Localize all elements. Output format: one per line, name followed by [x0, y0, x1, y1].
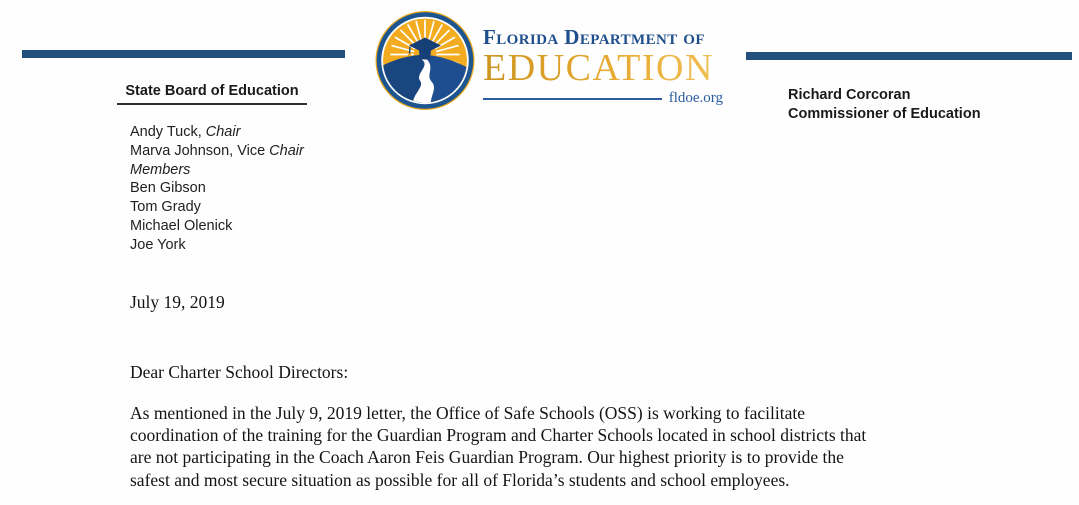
paragraph-line: As mentioned in the July 9, 2019 letter, the Office of Safe Schools (OSS) is working to facilitate [130, 403, 806, 423]
state-board-block [117, 83, 307, 105]
board-member-row [130, 123, 304, 142]
member-name: Joe York [130, 236, 186, 253]
member-role: Chair [269, 142, 304, 159]
logo-department-line: Florida Department of [483, 25, 705, 49]
logo-rule [483, 98, 662, 100]
member-role: Chair [205, 124, 241, 140]
logo-website-row [483, 90, 723, 107]
paragraph-line: are not participating in the Coach Aaron Feis Guardian Program. Our highest priority is to provide the [130, 447, 844, 468]
board-member-row [130, 198, 304, 217]
fldoe-seal-icon [375, 10, 475, 111]
header-rule-left [22, 50, 345, 58]
board-members-list [130, 123, 304, 255]
member-name: Andy Tuck, [130, 124, 206, 140]
letter-date: July 19, 2019 [130, 292, 225, 312]
paragraph-line: safest and most secure situation as possible for all of Florida’s students and school employees. [130, 469, 790, 490]
fldoe-wordmark [483, 25, 725, 107]
state-board-title: State Board of Education [125, 83, 299, 99]
state-board-underline [117, 103, 307, 105]
logo-education-line: EDUCATION [483, 50, 725, 86]
letter-salutation: Dear Charter School Directors: [130, 362, 349, 382]
board-member-row [130, 142, 304, 161]
commissioner-block [788, 86, 981, 124]
commissioner-name: Richard Corcoran [788, 87, 911, 103]
member-name: Tom Grady [130, 199, 201, 216]
logo-website-link[interactable]: fldoe.org [668, 90, 723, 106]
member-role: Members [130, 161, 191, 178]
header-rule-right [746, 52, 1072, 60]
commissioner-title: Commissioner of Education [788, 106, 981, 122]
member-name: Marva Johnson, Vice [130, 142, 270, 159]
member-name: Ben Gibson [130, 180, 206, 197]
paragraph-line: coordination of the training for the Guardian Program and Charter Schools located in school districts that [130, 425, 867, 446]
board-member-row [130, 217, 304, 236]
board-member-row [130, 161, 304, 180]
member-name: Michael Olenick [130, 217, 233, 234]
body-paragraph [130, 402, 1020, 491]
board-member-row [130, 236, 304, 255]
board-member-row [130, 179, 304, 198]
